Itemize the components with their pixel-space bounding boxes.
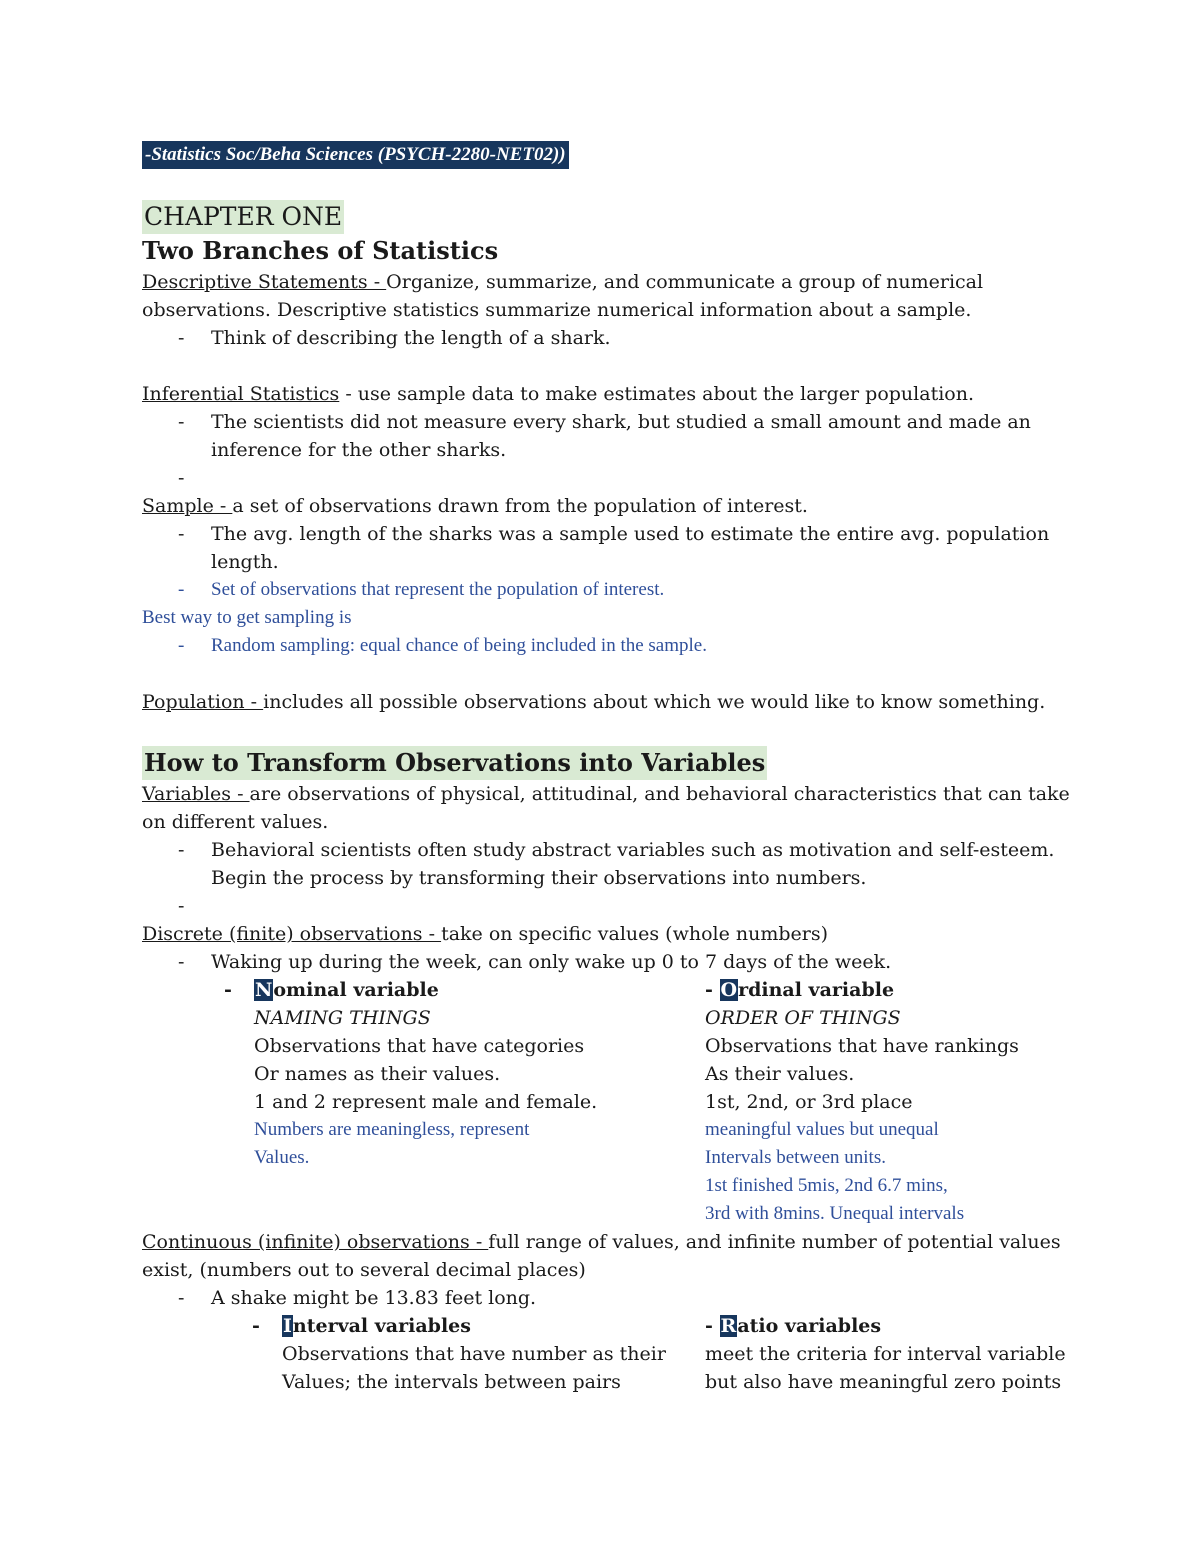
- ratio-heading: [705, 1312, 1066, 1340]
- variables-term: Variables -: [142, 783, 250, 805]
- variables-bullet-text-1: Behavioral scientists often study abstract variables such as motivation and self-esteem.: [211, 839, 1055, 861]
- sample-term: Sample -: [142, 495, 233, 517]
- discrete-bullet-text: Waking up during the week, can only wake up 0 to 7 days of the week.: [211, 951, 892, 973]
- ordinal-caps: ORDER OF THINGS: [705, 1007, 901, 1029]
- random-sampling-bullet: [142, 632, 1082, 660]
- interval-column: [252, 1312, 666, 1396]
- best-way-line: Best way to get sampling is: [142, 607, 352, 628]
- continuous-bullet-text: A shake might be 13.83 feet long.: [211, 1287, 537, 1309]
- sample-bullet-2: length.: [211, 551, 279, 573]
- discrete-term: Discrete (finite) observations -: [142, 923, 442, 945]
- continuous-line-1: [142, 1228, 1082, 1256]
- inferential-term: Inferential Statistics: [142, 383, 340, 405]
- variables-bullet-2: Begin the process by transforming their observations into numbers.: [211, 867, 867, 889]
- sample-bullet-text-1: The avg. length of the sharks was a sample used to estimate the entire avg. population: [211, 523, 1050, 545]
- bullet-dash: -: [178, 523, 185, 545]
- descriptive-def-1: Organize, summarize, and communicate a group of numerical: [386, 271, 984, 293]
- bullet-dash: -: [224, 979, 232, 1001]
- continuous-term: Continuous (infinite) observations -: [142, 1231, 489, 1253]
- sample-bullet-1: [142, 520, 1082, 548]
- ratio-title-rest: atio variables: [737, 1315, 882, 1337]
- variables-bullet-1: [142, 836, 1082, 864]
- empty-bullet: [142, 464, 1082, 492]
- bullet-dash: -: [252, 1315, 260, 1337]
- bullet-dash: -: [705, 979, 713, 1001]
- ordinal-note-2: Intervals between units.: [705, 1147, 886, 1168]
- sample-note-text: Set of observations that represent the population of interest.: [211, 579, 665, 600]
- interval-heading: [252, 1312, 666, 1340]
- bullet-dash: -: [178, 411, 185, 433]
- ratio-line-1: meet the criteria for interval variable: [705, 1343, 1066, 1365]
- descriptive-term: Descriptive Statements -: [142, 271, 387, 293]
- variables-def-2: on different values.: [142, 811, 329, 833]
- nominal-line-2: Or names as their values.: [254, 1063, 501, 1085]
- ratio-column: [705, 1312, 1066, 1396]
- interval-line-2: Values; the intervals between pairs: [282, 1371, 621, 1393]
- population-term: Population -: [142, 691, 264, 713]
- interval-line-1: Observations that have number as their: [282, 1343, 666, 1365]
- section-heading-line: [142, 746, 1082, 780]
- section-title-branches: Two Branches of Statistics: [142, 236, 499, 265]
- discrete-types-columns: [142, 976, 1082, 1224]
- inferential-line: [142, 380, 1082, 408]
- sample-note: [142, 576, 1082, 604]
- interval-title-rest: nterval variables: [292, 1315, 471, 1337]
- discrete-bullet: [142, 948, 1082, 976]
- ordinal-line-3: 1st, 2nd, or 3rd place: [705, 1091, 913, 1113]
- ordinal-title-rest: rdinal variable: [738, 979, 895, 1001]
- bullet-dash: -: [178, 895, 185, 917]
- nominal-first-letter: N: [255, 979, 273, 1001]
- bullet-dash: -: [178, 951, 185, 973]
- continuous-bullet: [142, 1284, 1082, 1312]
- sample-line: [142, 492, 1082, 520]
- continuous-def-2: exist, (numbers out to several decimal places): [142, 1259, 586, 1281]
- continuous-def-1: full range of values, and infinite number of potential values: [488, 1231, 1061, 1253]
- discrete-def: take on specific values (whole numbers): [441, 923, 829, 945]
- interval-first-letter: I: [283, 1315, 292, 1337]
- nominal-note-2: Values.: [254, 1147, 310, 1168]
- bullet-dash: -: [178, 1287, 185, 1309]
- sample-def: a set of observations drawn from the population of interest.: [232, 495, 808, 517]
- nominal-heading: [224, 976, 597, 1004]
- bullet-dash: -: [178, 579, 185, 600]
- bullet-dash: -: [178, 327, 185, 349]
- ordinal-note-4: 3rd with 8mins. Unequal intervals: [705, 1203, 965, 1224]
- variables-def-1: are observations of physical, attitudinal, and behavioral characteristics that can take: [249, 783, 1070, 805]
- ordinal-note-1: meaningful values but unequal: [705, 1119, 939, 1140]
- ordinal-column: [705, 976, 1019, 1228]
- variables-line-1: [142, 780, 1082, 808]
- bullet-dash: -: [178, 635, 185, 656]
- descriptive-bullet: [142, 324, 1082, 352]
- section-title-transform: How to Transform Observations into Variables: [142, 746, 767, 780]
- chapter-heading: CHAPTER ONE: [142, 200, 344, 234]
- descriptive-bullet-text: Think of describing the length of a shark.: [211, 327, 611, 349]
- ordinal-heading: [705, 976, 1019, 1004]
- empty-bullet: [142, 892, 1082, 920]
- course-header: -Statistics Soc/Beha Sciences (PSYCH-2280-NET02)): [142, 141, 569, 169]
- random-sampling-text: Random sampling: equal chance of being included in the sample.: [211, 635, 707, 656]
- ordinal-note-3: 1st finished 5mis, 2nd 6.7 mins,: [705, 1175, 948, 1196]
- nominal-column: [224, 976, 598, 1172]
- chapter-heading-line: [142, 200, 1082, 234]
- ordinal-line-2: As their values.: [705, 1063, 855, 1085]
- document-page: [142, 140, 1082, 1396]
- inferential-bullet-2: inference for the other sharks.: [211, 439, 507, 461]
- nominal-title-rest: ominal variable: [273, 979, 439, 1001]
- descriptive-line-1: [142, 268, 1082, 296]
- nominal-line-3: 1 and 2 represent male and female.: [254, 1091, 598, 1113]
- inferential-def: - use sample data to make estimates about the larger population.: [339, 383, 974, 405]
- nominal-caps: NAMING THINGS: [254, 1007, 431, 1029]
- bullet-dash: -: [178, 839, 185, 861]
- ratio-line-2: but also have meaningful zero points: [705, 1371, 1062, 1393]
- discrete-line: [142, 920, 1082, 948]
- nominal-line-1: Observations that have categories: [254, 1035, 585, 1057]
- inferential-bullet-text-1: The scientists did not measure every shark, but studied a small amount and made an: [211, 411, 1031, 433]
- course-header-line: [142, 140, 1082, 168]
- bullet-dash: -: [178, 467, 185, 489]
- descriptive-def-2: observations. Descriptive statistics summarize numerical information about a sample.: [142, 299, 972, 321]
- inferential-bullet-1: [142, 408, 1082, 436]
- population-def: includes all possible observations about which we would like to know something.: [263, 691, 1046, 713]
- ordinal-line-1: Observations that have rankings: [705, 1035, 1019, 1057]
- bullet-dash: -: [705, 1315, 713, 1337]
- ratio-first-letter: R: [720, 1315, 737, 1337]
- population-line: [142, 688, 1082, 716]
- continuous-types-columns: [142, 1312, 1082, 1396]
- ordinal-first-letter: O: [720, 979, 738, 1001]
- nominal-note-1: Numbers are meaningless, represent: [254, 1119, 530, 1140]
